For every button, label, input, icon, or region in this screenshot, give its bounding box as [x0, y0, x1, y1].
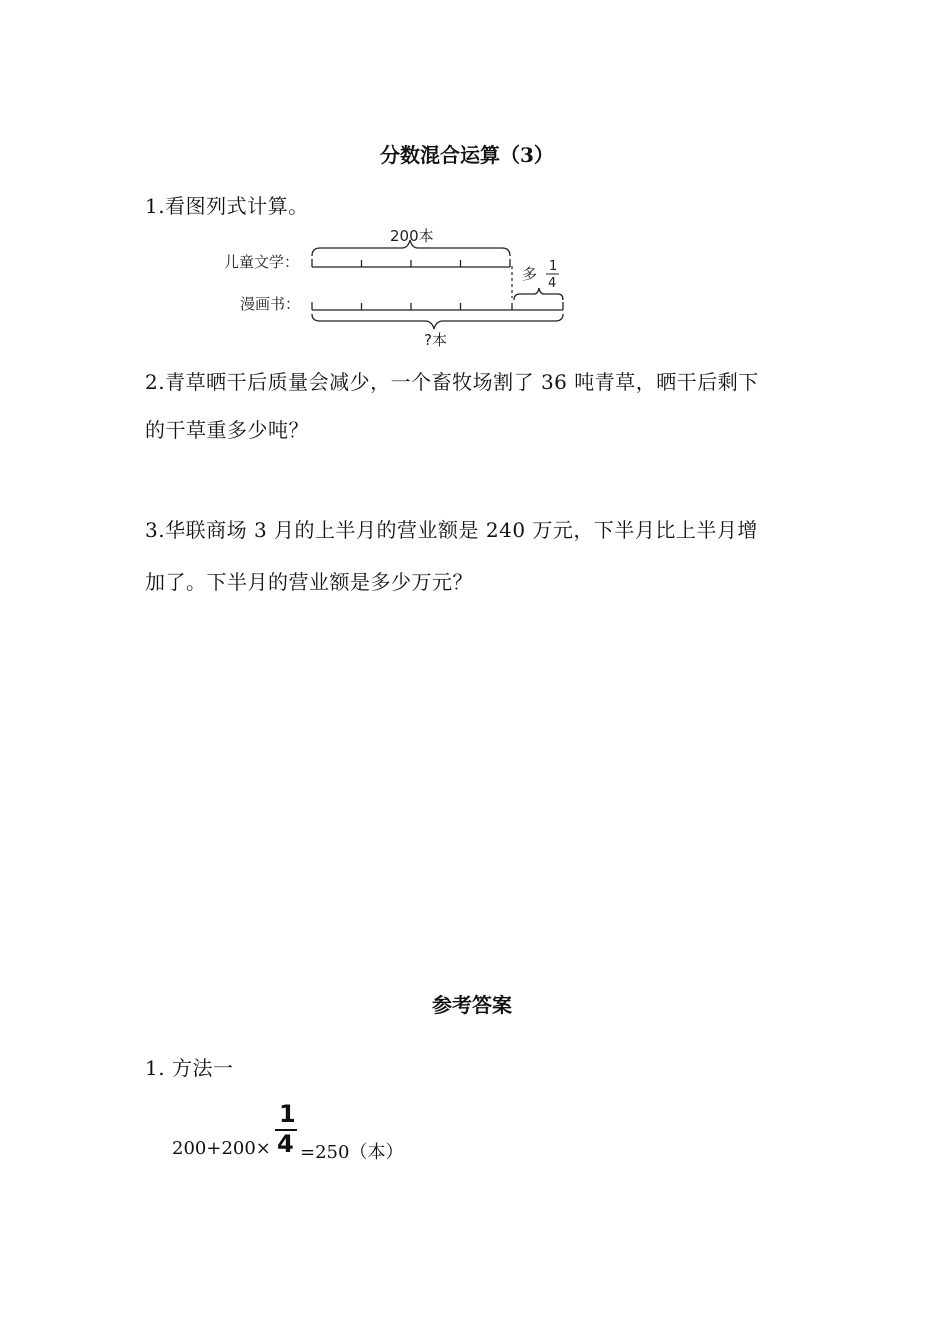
row2-label: 漫画书： [240, 295, 301, 313]
bottom-brace [312, 314, 563, 329]
question-2-line-1: 2.青草晒干后质量会减少，一个畜牧场割了 36 吨青草，晒干后剩下 [145, 370, 759, 394]
top-label: 200本 [390, 227, 434, 245]
answer-expr-left: 200+200× [172, 1138, 271, 1159]
page-title: 分数混合运算（3） [380, 143, 554, 167]
extra-num: 1 [549, 259, 558, 274]
extra-den: 4 [548, 276, 557, 291]
row2-bar [312, 302, 563, 310]
row1-bar [312, 259, 510, 267]
question-3-line-2: 加了。下半月的营业额是多少万元？ [145, 570, 473, 594]
answer-fraction-numerator: 1 [279, 1100, 296, 1128]
answers-heading: 参考答案 [432, 993, 512, 1017]
answer-expr-right: =250（本） [300, 1142, 404, 1163]
question-1-text: 1.看图列式计算。 [145, 194, 309, 218]
question-1-diagram [220, 222, 580, 352]
bottom-label: ?本 [424, 331, 447, 349]
question-2-line-2: 的干草重多少吨？ [145, 418, 309, 442]
row1-label: 儿童文学： [224, 253, 300, 271]
extra-word: 多 [522, 265, 538, 283]
answer-fraction [273, 1100, 299, 1158]
bar-diagram [220, 222, 580, 352]
answer-fraction-denominator: 4 [277, 1130, 294, 1158]
question-3-line-1: 3.华联商场 3 月的上半月的营业额是 240 万元，下半月比上半月增 [145, 518, 758, 542]
answer-1-label: 1. 方法一 [145, 1056, 234, 1080]
